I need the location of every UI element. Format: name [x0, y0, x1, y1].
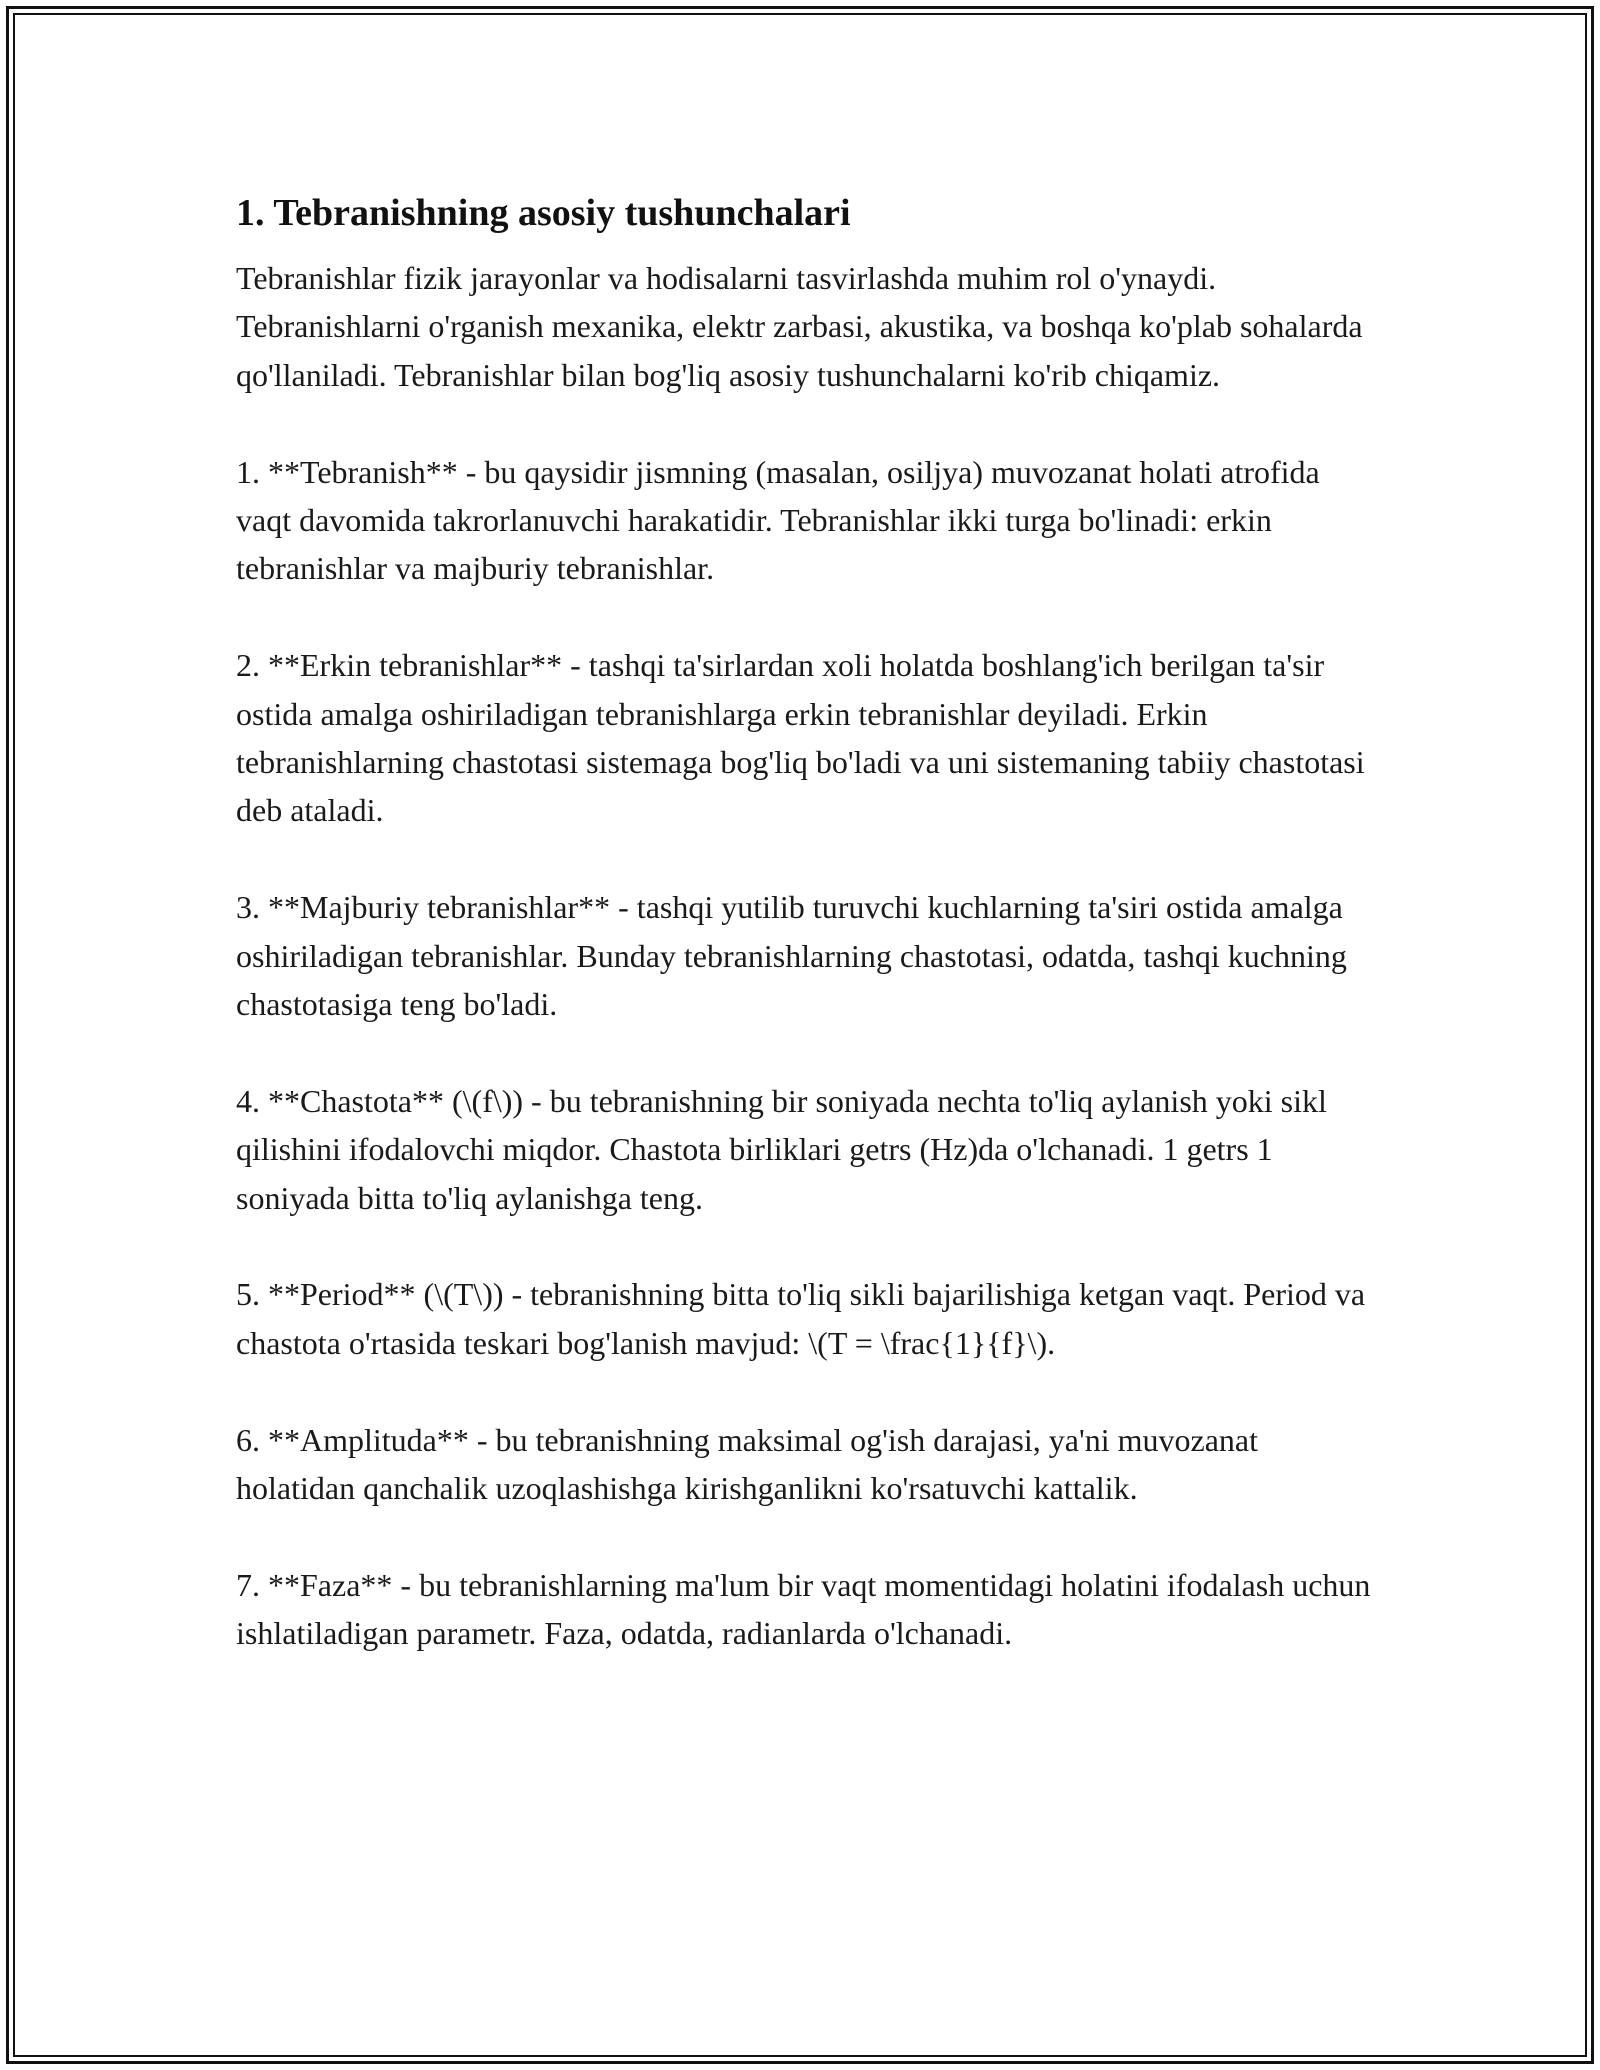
item-chastota: 4. **Chastota** (\(f\)) - bu tebranishning bir soniyada nechta to'liq aylanish yoki sikl qilishini ifodalovchi miqdor. Chastota birliklari getrs (Hz)da o'lchanadi. 1 getrs 1 soniyada bitta to'liq aylanishga teng.: [236, 1082, 1327, 1216]
item-amplituda: 6. **Amplituda** - bu tebranishning maksimal og'ish darajasi, ya'ni muvozanat holatidan qanchalik uzoqlashishga kirishganlikni ko'rsatuvchi kattalik.: [236, 1421, 1258, 1507]
item-majburiy-tebranishlar: 3. **Majburiy tebranishlar** - tashqi yutilib turuvchi kuchlarning ta'siri ostida amalga oshiriladigan tebranishlar. Bunday tebranishlarning chastotasi, odatda, tashqi kuchning chastotasiga teng bo'ladi.: [236, 889, 1347, 1023]
item-faza: 7. **Faza** - bu tebranishlarning ma'lum bir vaqt momentidagi holatini ifodalash uchun ishlatiladigan parametr. Faza, odatda, radianlarda o'lchanadi.: [236, 1566, 1371, 1652]
section-heading: 1. Tebranishning asosiy tushunchalari: [236, 192, 851, 234]
item-period: 5. **Period** (\(T\)) - tebranishning bitta to'liq sikli bajarilishiga ketgan vaqt. Period va chastota o'rtasida teskari bog'lanish mavjud: \(T = \frac{1}{f}\).: [236, 1276, 1366, 1361]
item-erkin-tebranishlar: 2. **Erkin tebranishlar** - tashqi ta'sirlardan xoli holatda boshlang'ich berilgan ta'sir ostida amalga oshiriladigan tebranishlarga erkin tebranishlar deyiladi. Erkin tebranishlarning chastotasi sistemaga bog'liq bo'ladi va uni sistemaning tabiiy chastotasi deb ataladi.: [236, 647, 1365, 829]
intro-paragraph: Tebranishlar fizik jarayonlar va hodisalarni tasvirlashda muhim rol o'ynaydi. Tebranishlarni o'rganish mexanika, elektr zarbasi, akustika, va boshqa ko'plab sohalarda qo'llaniladi. Tebranishlar bilan bog'liq asosiy tushunchalarni ko'rib chiqamiz.: [236, 260, 1363, 393]
document-body: [236, 184, 1376, 1706]
item-tebranish: 1. **Tebranish** - bu qaysidir jismning (masalan, osiljya) muvozanat holati atrofida vaqt davomida takrorlanuvchi harakatidir. Tebranishlar ikki turga bo'linadi: erkin tebranishlar va majburiy tebranishlar.: [236, 453, 1320, 587]
